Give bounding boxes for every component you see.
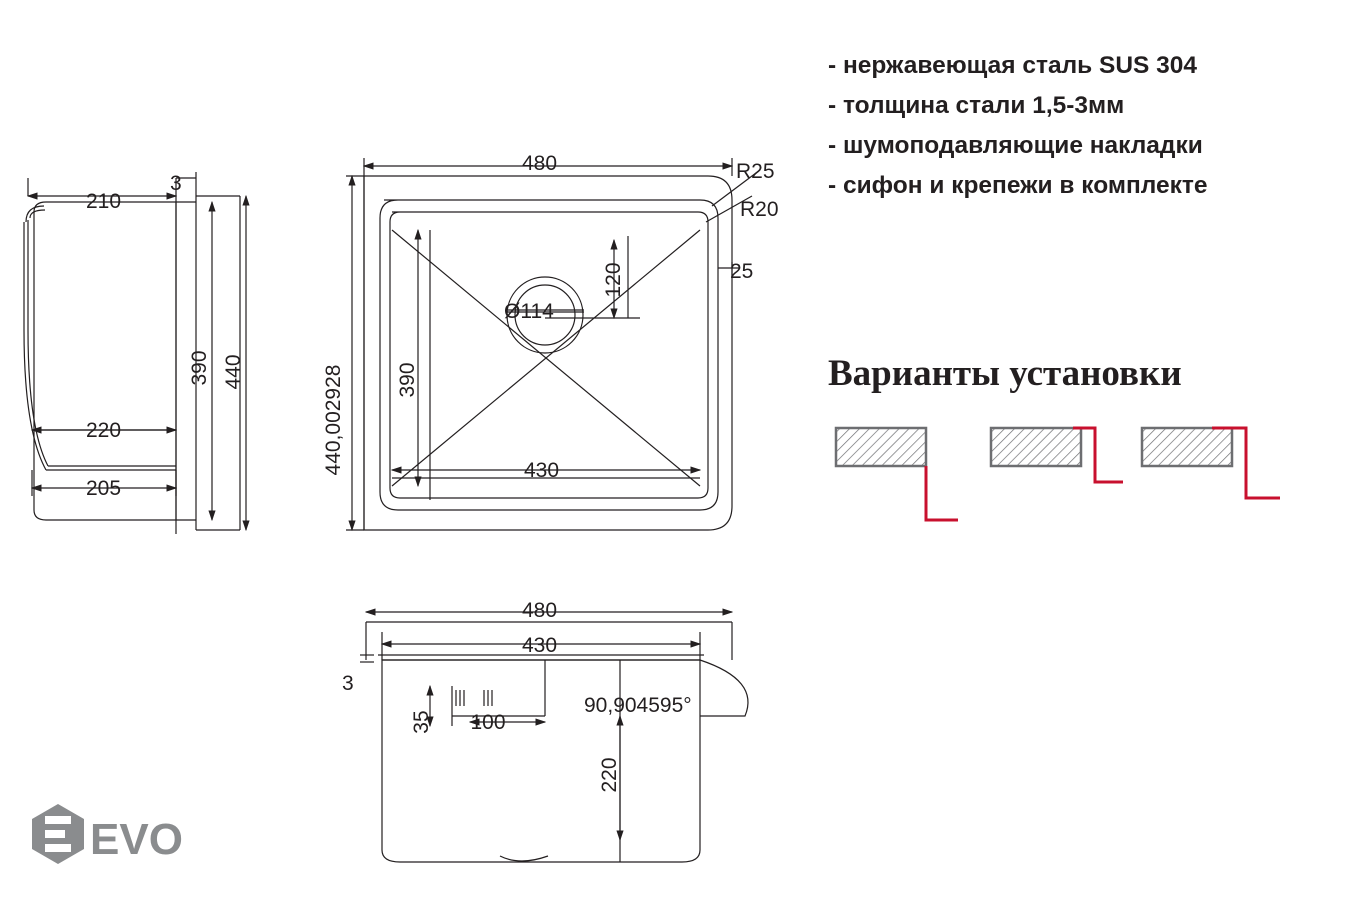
top-dim-r25: R25 [736, 160, 775, 183]
install-variant-flush [828, 420, 978, 550]
spec-item-thickness: - толщина стали 1,5-3мм [828, 92, 1125, 119]
specs-list [828, 46, 1328, 206]
install-variants-title: Варианты установки [828, 353, 1182, 394]
front-dim-100: 100 [470, 711, 506, 734]
top-dim-440-002928: 440,002928 [322, 364, 345, 476]
front-dim-35: 35 [410, 710, 433, 734]
install-variant-flush-icon [828, 420, 978, 550]
install-variant-undermount-shallow-icon [983, 420, 1133, 550]
front-dim-angle: 90,904595° [584, 694, 692, 717]
side-dim-440: 440 [222, 354, 245, 390]
front-dim-430: 430 [522, 634, 558, 657]
spec-item-siphon: - сифон и крепежи в комплекте [828, 172, 1208, 199]
top-dim-480: 480 [522, 152, 558, 175]
side-dim-3: 3 [170, 172, 182, 195]
top-dim-25: 25 [730, 260, 754, 283]
spec-item-material: - нержавеющая сталь SUS 304 [828, 52, 1198, 79]
top-dim-r20: R20 [740, 198, 779, 221]
top-dim-430: 430 [524, 459, 560, 482]
top-dim-390: 390 [396, 362, 419, 398]
side-view-group [24, 172, 246, 534]
install-variant-undermount-deep-icon [1134, 420, 1284, 550]
install-variants [828, 420, 1298, 550]
top-dim-diameter: Ø114 [504, 300, 554, 323]
front-dim-3: 3 [342, 672, 354, 695]
front-dim-220: 220 [598, 757, 621, 793]
front-dim-480: 480 [522, 599, 558, 622]
evo-logo-icon [28, 800, 188, 880]
side-dim-390: 390 [188, 350, 211, 386]
brand-logo [28, 800, 188, 880]
side-dim-220: 220 [86, 419, 122, 442]
top-dim-120: 120 [602, 262, 625, 298]
side-dim-205: 205 [86, 477, 122, 500]
install-variant-undermount-deep [1134, 420, 1284, 550]
install-variant-undermount-shallow [983, 420, 1133, 550]
evo-logo-text: EVO [90, 815, 183, 864]
side-dim-210: 210 [86, 190, 122, 213]
spec-item-pads: - шумоподавляющие накладки [828, 132, 1203, 159]
